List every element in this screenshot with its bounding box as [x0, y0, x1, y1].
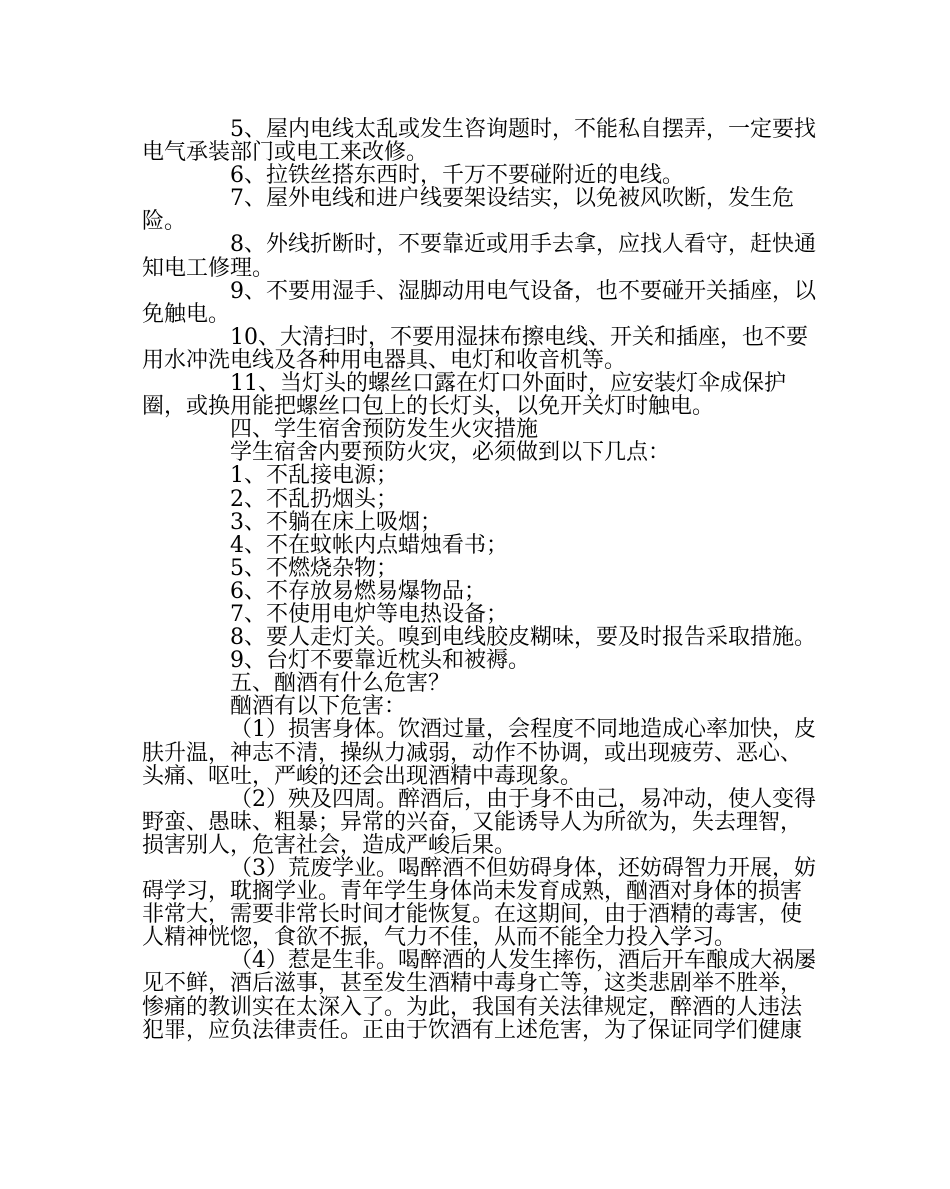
- list-item-fire-4: 4、不在蚊帐内点蜡烛看书；: [230, 532, 508, 558]
- list-item-fire-9: 9、台灯不要靠近枕头和被褥。: [230, 648, 530, 674]
- paragraph-alcohol-harm-1: （1）损害身体。饮酒过量，会程度不同地造成心率加快，皮肤升温，神志不清，操纵力减弱，动作不协调，或出现疲劳、恶心、头痛、呕吐，严峻的还会出现酒精中毒现象。: [142, 717, 816, 789]
- list-item-fire-2: 2、不乱扔烟头；: [230, 486, 398, 512]
- list-item-fire-3: 3、不躺在床上吸烟；: [230, 509, 442, 535]
- paragraph-item-9: 9、不要用湿手、湿脚动用电气设备，也不要碰开关插座，以免触电。: [142, 278, 816, 327]
- paragraph-item-6: 6、拉铁丝搭东西时，千万不要碰附近的电线。: [230, 163, 684, 189]
- list-item-fire-5: 5、不燃烧杂物；: [230, 555, 398, 581]
- paragraph-alcohol-harm-4: （4）惹是生非。喝醉酒的人发生摔伤，酒后开车酿成大祸屡见不鲜，酒后滋事，甚至发生酒精中毒身亡等，这类悲剧举不胜举，惨痛的教训实在太深入了。为此，我国有关法律规定，醉酒的人违法犯罪，应负法律责任。正由于饮酒有上述危害，为了保证同学们健康: [142, 948, 816, 1043]
- paragraph-item-5: 5、屋内电线太乱或发生咨询题时，不能私自摆弄，一定要找电气承装部门或电工来改修。: [142, 117, 816, 166]
- section-heading-dorm-fire: 四、学生宿舍预防发生火灾措施: [230, 417, 539, 443]
- section-heading-alcohol: 五、酗酒有什么危害？: [230, 671, 451, 697]
- list-item-fire-1: 1、不乱接电源；: [230, 463, 398, 489]
- document-body: [142, 118, 822, 1042]
- list-item-fire-8: 8、要人走灯关。嗅到电线胶皮糊味，要及时报告采取措施。: [230, 625, 816, 651]
- paragraph-item-10: 10、大清扫时，不要用湿抹布擦电线、开关和插座，也不要用水冲洗电线及各种用电器具、电灯和收音机等。: [142, 324, 808, 373]
- paragraph-item-7: 7、屋外电线和进户线要架设结实，以免被风吹断，发生危险。: [142, 186, 794, 235]
- list-item-fire-6: 6、不存放易燃易爆物品；: [230, 578, 486, 604]
- paragraph-item-11: 11、当灯头的螺丝口露在灯口外面时，应安装灯伞成保护圈，或换用能把螺丝口包上的长灯头，以免开关灯时触电。: [142, 371, 786, 420]
- paragraph-intro-fire: 学生宿舍内要预防火灾，必须做到以下几点：: [230, 440, 671, 466]
- paragraph-alcohol-harm-2: （2）殃及四周。醉酒后，由于身不由己，易冲动，使人变得野蛮、愚昧、粗暴；异常的兴奋，又能诱导人为所欲为，失去理智，损害别人，危害社会，造成严峻后果。: [142, 786, 816, 858]
- paragraph-intro-alcohol: 酗酒有以下危害：: [230, 694, 407, 720]
- paragraph-item-8: 8、外线折断时，不要靠近或用手去拿，应找人看守，赶快通知电工修理。: [142, 232, 816, 281]
- paragraph-alcohol-harm-3: （3）荒废学业。喝醉酒不但妨碍身体，还妨碍智力开展，妨碍学习，耽搁学业。青年学生身体尚未发育成熟，酗酒对身体的损害非常大，需要非常长时间才能恢复。在这期间，由于酒精的毒害，使人精神恍惚，食欲不振，气力不佳，从而不能全力投入学习。: [142, 856, 816, 951]
- list-item-fire-7: 7、不使用电炉等电热设备；: [230, 601, 508, 627]
